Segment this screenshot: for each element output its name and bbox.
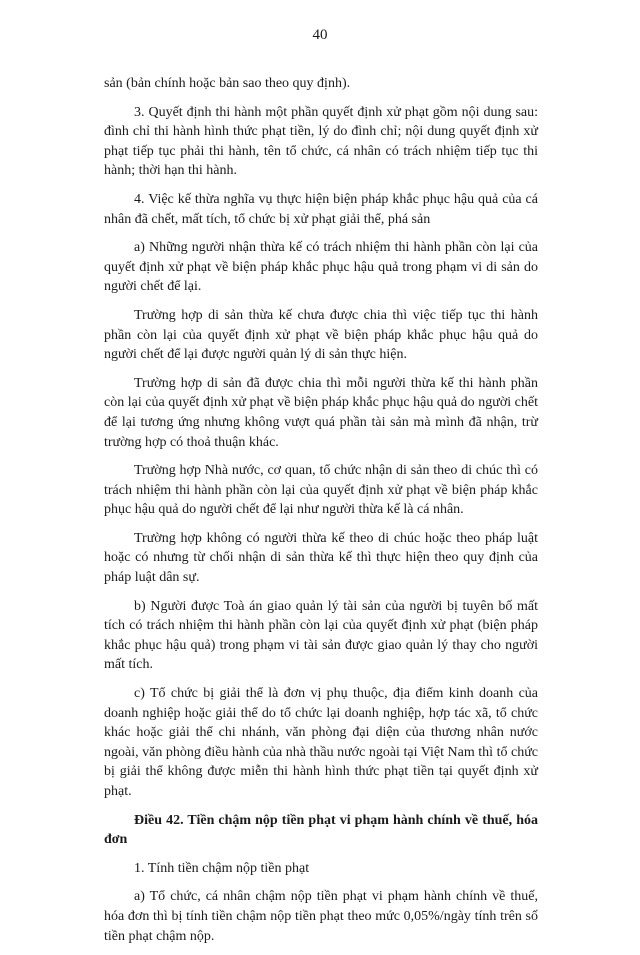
document-body [104,74,538,955]
paragraph-case-state: Trường hợp Nhà nước, cơ quan, tổ chức nhận di sản theo di chúc thì có trách nhiệm thi hành phần còn lại của quyết định xử phạt về biện pháp khắc phục hậu quả do người chết để lại như người thừa kế là cá nhân. [104,463,538,518]
paragraph-case-divided: Trường hợp di sản đã được chia thì mỗi người thừa kế thi hành phần còn lại của quyết định xử phạt về biện pháp khắc phục hậu quả do người chết để lại tương ứng nhưng không vượt quá phần tài sản mà mình đã nhận, trừ trường hợp có thoả thuận khác. [104,375,538,450]
paragraph-clause-1: 1. Tính tiền chậm nộp tiền phạt [134,860,310,876]
paragraph-case-no-heir: Trường hợp không có người thừa kế theo di chúc hoặc theo pháp luật hoặc có nhưng từ chối nhận di sản thừa kế thì thực hiện theo quy định của pháp luật dân sự. [104,530,538,586]
paragraph-clause-4: 4. Việc kế thừa nghĩa vụ thực hiện biện pháp khắc phục hậu quả của cá nhân đã chết, mất tích, tổ chức bị xử phạt giải thể, phá sản [104,191,538,227]
paragraph-clause-1-point-a: a) Tổ chức, cá nhân chậm nộp tiền phạt vi phạm hành chính về thuế, hóa đơn thì bị tính tiền chậm nộp tiền phạt theo mức 0,05%/ngày tính trên số tiền phạt chậm nộp. [104,889,538,944]
paragraph-clause-3: 3. Quyết định thi hành một phần quyết định xử phạt gồm nội dung sau: đình chỉ thi hành hình thức phạt tiền, lý do đình chỉ; nội dung quyết định xử phạt tiếp tục phải thi hành, tên tổ chức, cá nhân có trách nhiệm tiếp tục thi hành; thời hạn thi hành. [104,104,538,179]
paragraph-point-a: a) Những người nhận thừa kế có trách nhiệm thi hành phần còn lại của quyết định xử phạt về biện pháp khắc phục hậu quả trong phạm vi di sản do người chết để lại. [104,240,538,295]
paragraph-point-b: b) Người được Toà án giao quản lý tài sản của người bị tuyên bố mất tích có trách nhiệm thi hành phần còn lại của quyết định xử phạt (biện pháp khắc phục hậu quả) trong phạm vi tài sản được giao quản lý thay cho người mất tích. [104,598,538,673]
paragraph-point-c: c) Tổ chức bị giải thể là đơn vị phụ thuộc, địa điểm kinh doanh của doanh nghiệp hoặc giải thể do tổ chức lại doanh nghiệp, hợp tác xã, tổ chức khác hoặc giải thể chi nhánh, văn phòng đại diện của thương nhân nước ngoài, văn phòng điều hành của nhà thầu nước ngoài tại Việt Nam thì tổ chức bị giải thể không được miễn thi hành hình thức phạt tiền tại quyết định xử phạt. [104,686,538,799]
page-number: 40 [312,27,328,43]
article-42-heading: Điều 42. Tiền chậm nộp tiền phạt vi phạm hành chính về thuế, hóa đơn [104,812,538,848]
paragraph-continuation: sản (bản chính hoặc bản sao theo quy định). [104,76,351,91]
paragraph-case-undivided: Trường hợp di sản thừa kế chưa được chia thì việc tiếp tục thi hành phần còn lại của quyết định xử phạt về biện pháp khắc phục hậu quả do người chết để lại được người quản lý di sản thực hiện. [104,307,538,363]
